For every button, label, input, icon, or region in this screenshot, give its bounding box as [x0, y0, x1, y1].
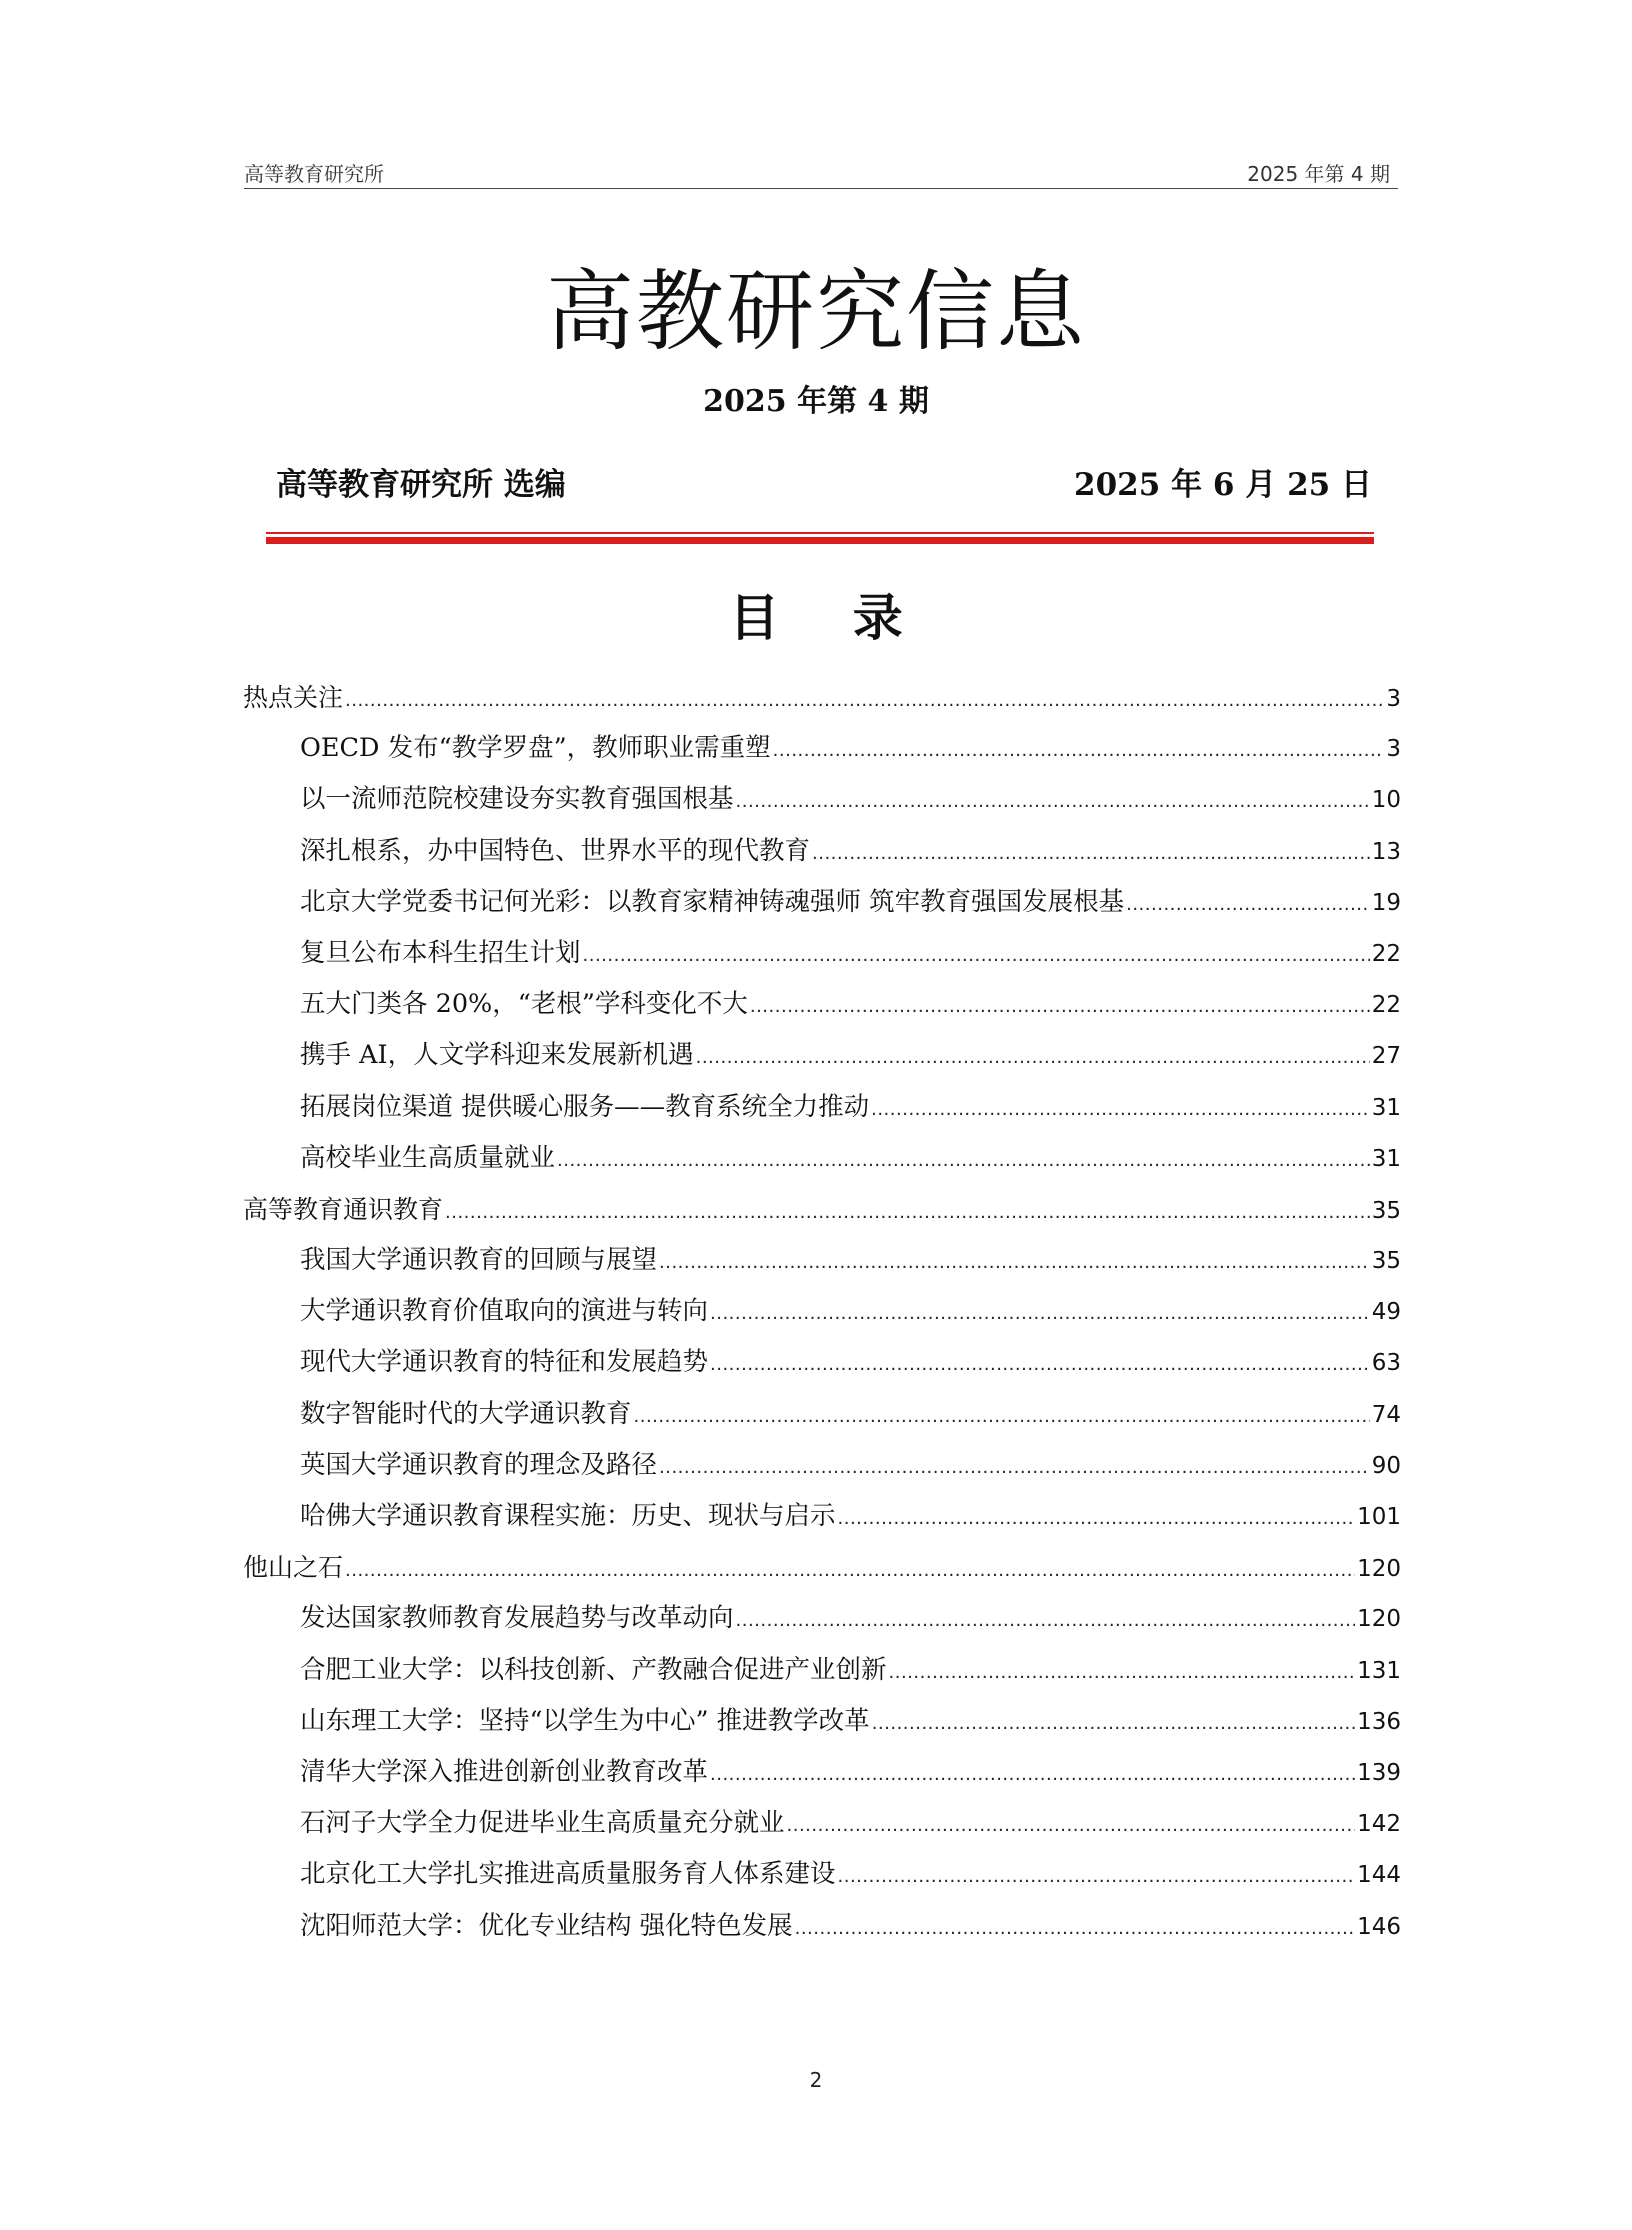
- toc-section-title: 高等教育通识教育: [243, 1194, 444, 1224]
- toc-entry-row[interactable]: [243, 1082, 1401, 1133]
- toc-leader-dots: [659, 1235, 1370, 1288]
- toc-entry-title: 合肥工业大学：以科技创新、产教融合促进产业创新: [300, 1654, 887, 1685]
- toc-entry-row[interactable]: [243, 1798, 1401, 1849]
- toc-page-number: 144: [1357, 1862, 1401, 1889]
- editor-line: 高等教育研究所 选编: [276, 467, 566, 503]
- toc-entry-title: 北京化工大学扎实推进高质量服务育人体系建设: [300, 1859, 836, 1890]
- toc-entry-title: 复旦公布本科生招生计划: [300, 937, 581, 968]
- toc-entry-row[interactable]: [243, 1491, 1401, 1542]
- toc-leader-dots: [696, 1030, 1370, 1083]
- toc-page-number: 27: [1371, 1043, 1401, 1070]
- toc-page-number: 31: [1371, 1094, 1401, 1121]
- toc-entry-row[interactable]: [243, 1440, 1401, 1491]
- toc-entry-title: 哈佛大学通识教育课程实施：历史、现状与启示: [300, 1501, 836, 1531]
- toc-entry-title: 现代大学通识教育的特征和发展趋势: [300, 1347, 709, 1378]
- toc-leader-dots: [345, 1542, 1355, 1596]
- toc-entry-title: OECD 发布“教学罗盘”，教师职业需重塑: [300, 733, 771, 764]
- toc-section-row[interactable]: [243, 1184, 1401, 1235]
- toc-page-number: 13: [1371, 838, 1401, 865]
- toc-entry-title: 携手 AI，人文学科迎来发展新机遇: [300, 1040, 694, 1071]
- toc-entry-row[interactable]: [243, 1030, 1401, 1081]
- toc-page-number: 120: [1357, 1556, 1401, 1583]
- toc-entry-row[interactable]: [243, 774, 1401, 825]
- toc-entry-title: 发达国家教师教育发展趋势与改革动向: [300, 1603, 734, 1634]
- toc-entry-row[interactable]: [243, 1645, 1401, 1696]
- toc-entry-title: 石河子大学全力促进毕业生高质量充分就业: [300, 1808, 785, 1839]
- toc-page-number: 63: [1371, 1350, 1401, 1377]
- header-institute: 高等教育研究所: [244, 162, 384, 186]
- toc-page-number: 22: [1371, 992, 1401, 1019]
- toc-leader-dots: [583, 928, 1370, 981]
- toc-page-number: 101: [1357, 1504, 1401, 1530]
- toc-entry-row[interactable]: [243, 1389, 1401, 1440]
- toc-leader-dots: [345, 672, 1384, 726]
- toc-page-number: 19: [1371, 889, 1401, 916]
- toc-entry-title: 沈阳师范大学：优化专业结构 强化特色发展: [300, 1910, 793, 1941]
- toc-leader-dots: [659, 1440, 1370, 1493]
- page-number: 2: [809, 2068, 823, 2092]
- toc-page-number: 35: [1371, 1197, 1401, 1224]
- toc-leader-dots: [750, 979, 1370, 1032]
- toc-section-title: 热点关注: [243, 683, 344, 712]
- toc-page-number: 74: [1371, 1401, 1401, 1428]
- toc-entry-title: 数字智能时代的大学通识教育: [300, 1398, 632, 1429]
- toc-entry-title: 山东理工大学：坚持“以学生为中心” 推进教学改革: [300, 1705, 870, 1736]
- toc-entry-row[interactable]: [243, 928, 1401, 979]
- toc-page-number: 35: [1371, 1248, 1401, 1275]
- toc-page-number: 90: [1371, 1452, 1401, 1479]
- toc-leader-dots: [871, 1082, 1370, 1135]
- toc-entry-title: 以一流师范院校建设夯实教育强国根基: [300, 784, 734, 815]
- toc-leader-dots: [812, 826, 1370, 879]
- table-of-contents: [243, 672, 1401, 1952]
- issue-number: 2025 年第 4 期: [703, 384, 929, 419]
- toc-entry-row[interactable]: [243, 1235, 1401, 1286]
- toc-leader-dots: [889, 1645, 1356, 1698]
- toc-page-number: 136: [1357, 1708, 1401, 1735]
- toc-page-number: 146: [1357, 1913, 1401, 1940]
- toc-entry-row[interactable]: [243, 1133, 1401, 1184]
- toc-entry-row[interactable]: [243, 1286, 1401, 1337]
- toc-entry-row[interactable]: [243, 826, 1401, 877]
- toc-entry-title: 英国大学通识教育的理念及路径: [300, 1449, 658, 1480]
- publication-date: 2025 年 6 月 25 日: [1074, 467, 1372, 503]
- toc-entry-row[interactable]: [243, 1593, 1401, 1644]
- header-issue: 2025 年第 4 期: [1247, 162, 1390, 186]
- toc-leader-dots: [795, 1901, 1355, 1954]
- toc-leader-dots: [634, 1389, 1370, 1442]
- toc-leader-dots: [710, 1747, 1355, 1800]
- toc-page-number: 120: [1357, 1606, 1401, 1633]
- toc-entry-title: 高校毕业生高质量就业: [300, 1142, 556, 1173]
- toc-entry-row[interactable]: [243, 723, 1401, 774]
- toc-leader-dots: [710, 1286, 1370, 1339]
- toc-page-number: 49: [1371, 1299, 1401, 1326]
- toc-leader-dots: [787, 1798, 1356, 1851]
- toc-entry-row[interactable]: [243, 1901, 1401, 1952]
- toc-section-row[interactable]: [243, 1542, 1401, 1593]
- toc-entry-row[interactable]: [243, 1696, 1401, 1747]
- toc-leader-dots: [736, 774, 1370, 827]
- toc-leader-dots: [736, 1593, 1356, 1646]
- toc-leader-dots: [872, 1696, 1355, 1749]
- toc-page-number: 142: [1357, 1811, 1401, 1838]
- toc-section-title: 他山之石: [243, 1553, 344, 1583]
- toc-entry-row[interactable]: [243, 1849, 1401, 1900]
- toc-entry-row[interactable]: [243, 979, 1401, 1030]
- toc-entry-title: 北京大学党委书记何光彩：以教育家精神铸魂强师 筑牢教育强国发展根基: [300, 886, 1125, 917]
- toc-entry-title: 拓展岗位渠道 提供暖心服务——教育系统全力推动: [300, 1091, 870, 1122]
- toc-entry-row[interactable]: [243, 1747, 1401, 1798]
- toc-entry-title: 我国大学通识教育的回顾与展望: [300, 1245, 658, 1276]
- toc-entry-row[interactable]: [243, 1337, 1401, 1388]
- publication-title: 高教研究信息: [545, 260, 1086, 363]
- toc-entry-title: 清华大学深入推进创新创业教育改革: [300, 1756, 709, 1787]
- toc-heading: 目 录: [729, 588, 931, 647]
- toc-page-number: 31: [1371, 1145, 1401, 1172]
- toc-entry-title: 大学通识教育价值取向的演进与转向: [300, 1296, 709, 1327]
- toc-leader-dots: [445, 1184, 1370, 1238]
- toc-entry-row[interactable]: [243, 877, 1401, 928]
- red-rule-thin: [266, 532, 1374, 534]
- toc-section-row[interactable]: [243, 672, 1401, 723]
- toc-page-number: 139: [1357, 1759, 1401, 1786]
- toc-leader-dots: [838, 1491, 1356, 1544]
- toc-entry-title: 深扎根系，办中国特色、世界水平的现代教育: [300, 835, 811, 866]
- toc-page-number: 22: [1371, 940, 1401, 967]
- toc-page-number: 131: [1357, 1657, 1401, 1684]
- red-rule-thick: [266, 537, 1374, 544]
- toc-leader-dots: [773, 723, 1385, 776]
- toc-entry-title: 五大门类各 20%，“老根”学科变化不大: [300, 989, 748, 1020]
- toc-leader-dots: [557, 1133, 1370, 1186]
- toc-page-number: 10: [1371, 787, 1401, 814]
- toc-leader-dots: [710, 1337, 1370, 1390]
- toc-page-number: 3: [1386, 686, 1401, 712]
- running-header: [244, 158, 1398, 189]
- toc-leader-dots: [1126, 877, 1370, 930]
- toc-leader-dots: [838, 1849, 1356, 1902]
- toc-page-number: 3: [1386, 736, 1401, 763]
